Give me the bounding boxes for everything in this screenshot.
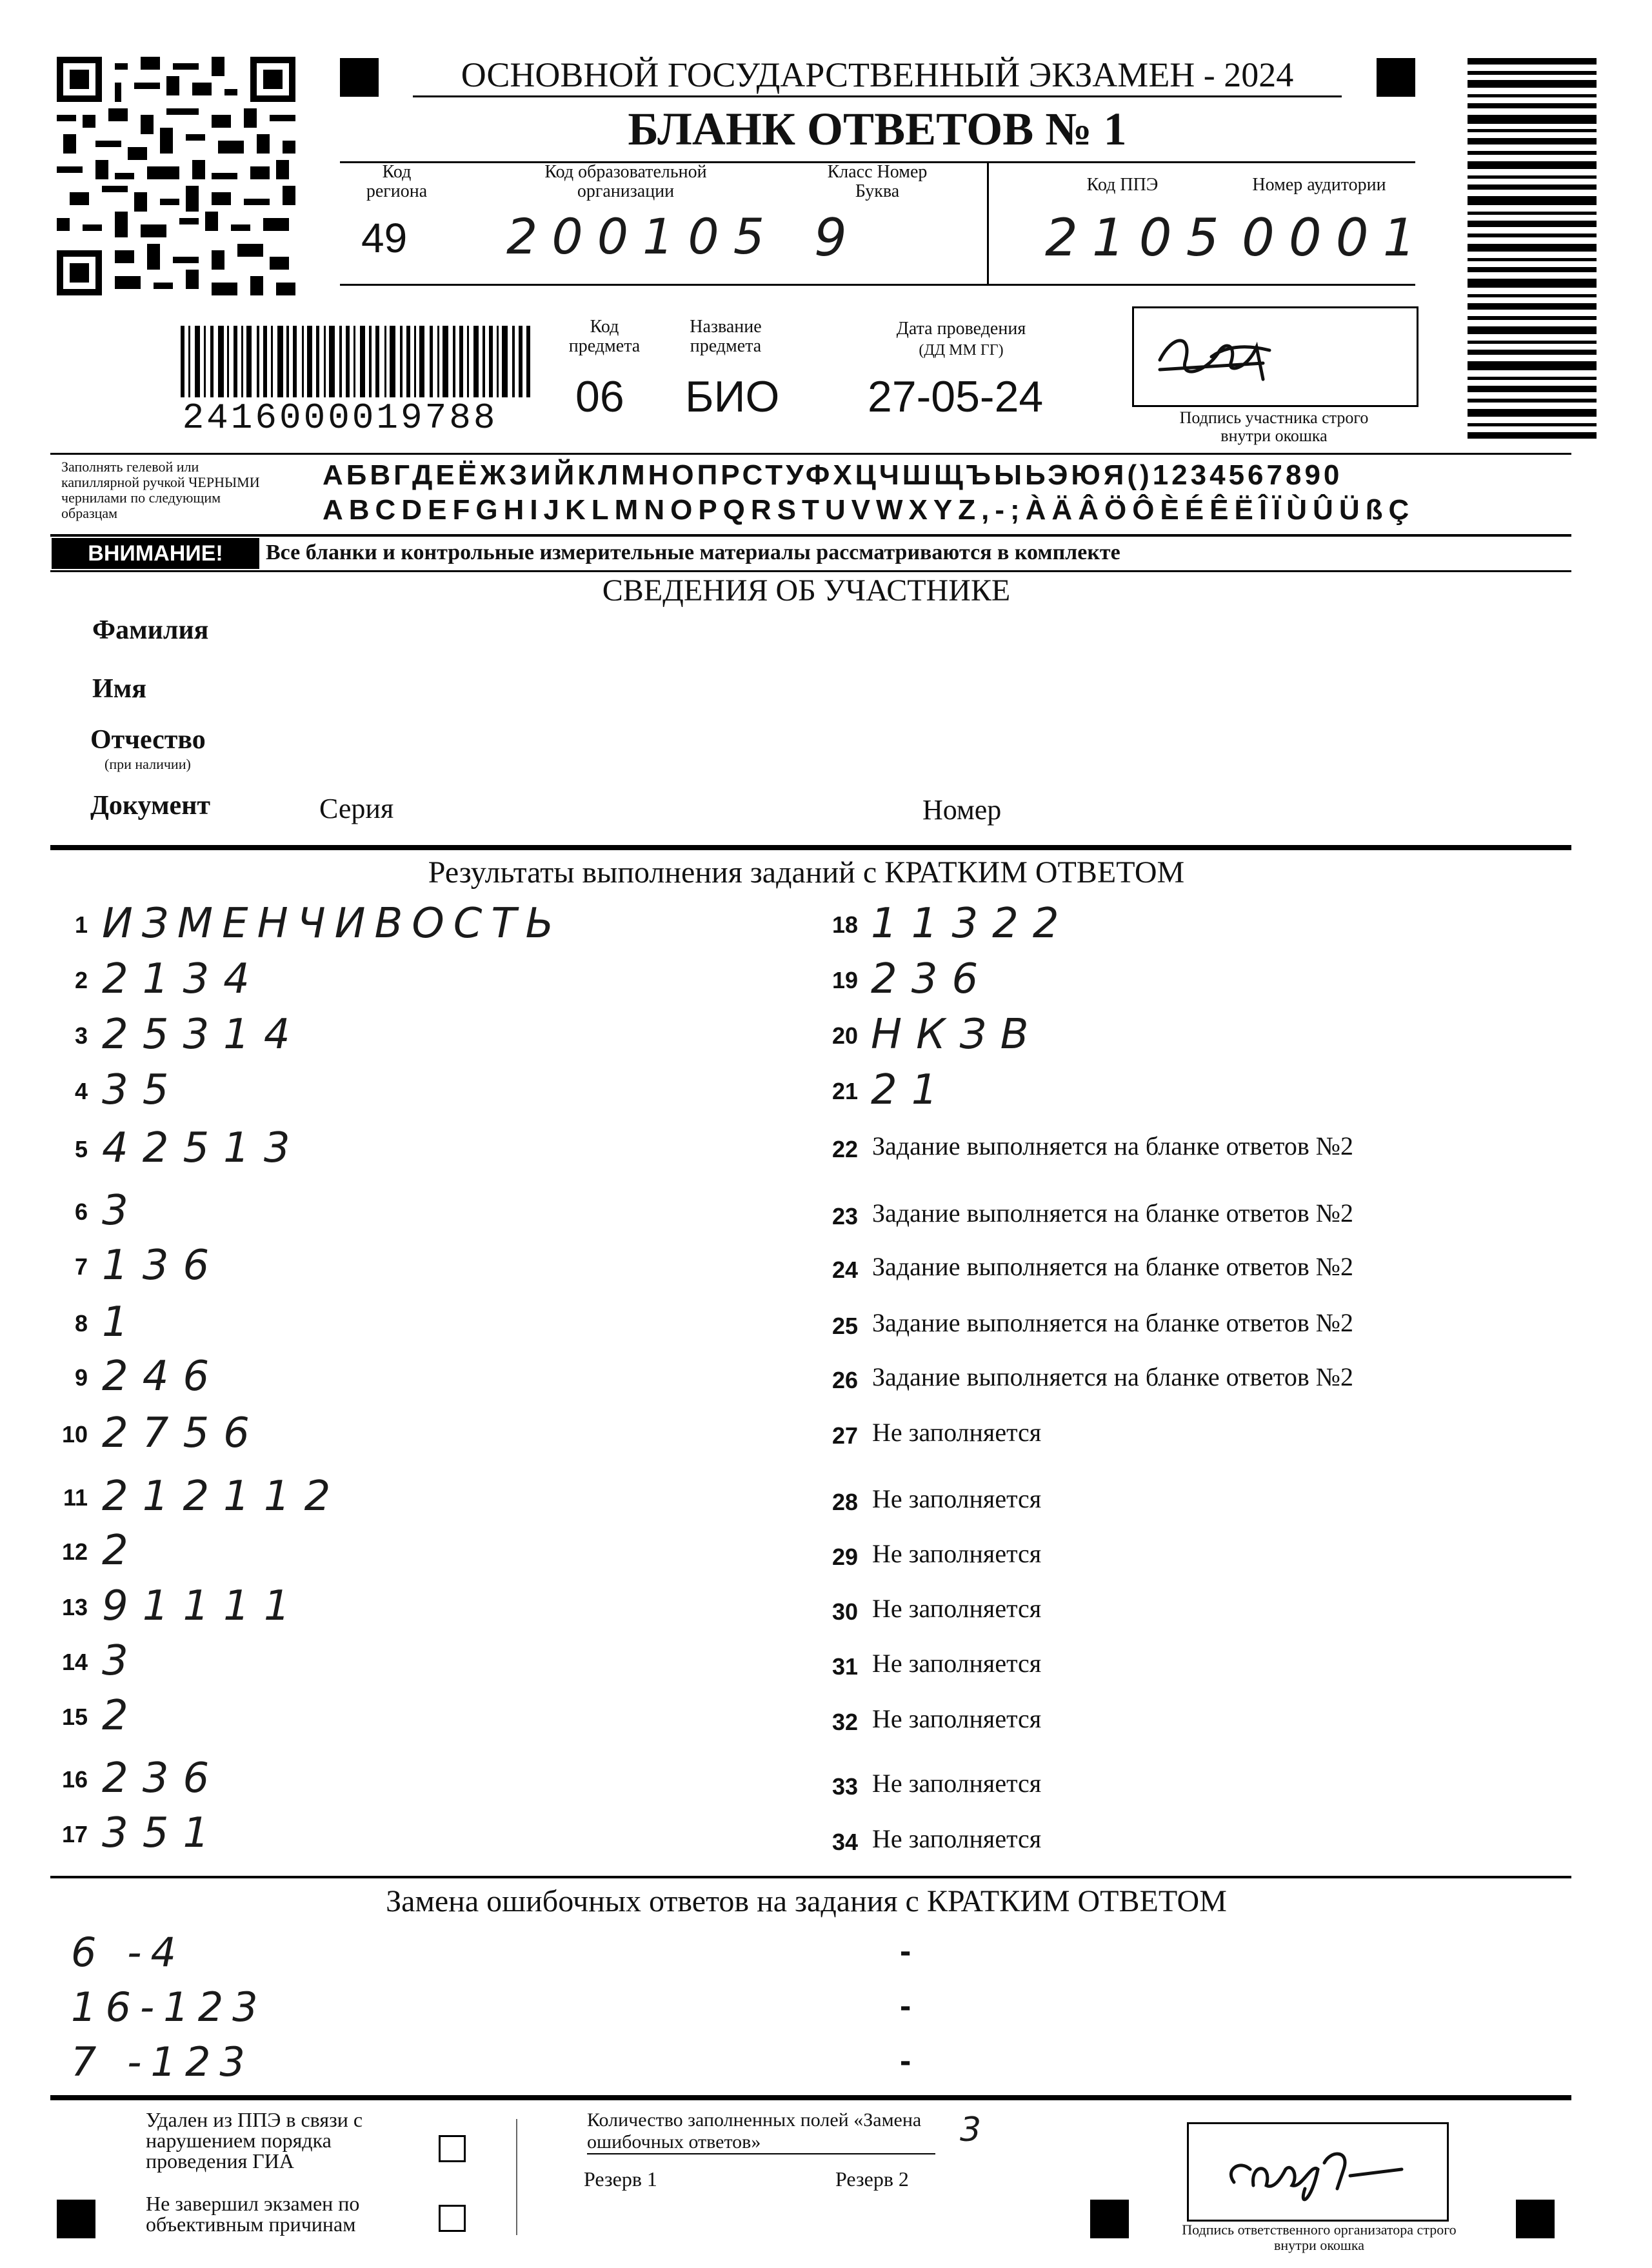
answer-value[interactable]: 2 [102,1692,143,1740]
marker-square-top-right [1377,58,1415,97]
answer-number: 19 [831,967,858,993]
replacement-right-2[interactable]: - [900,1987,911,2025]
name-label: Имя [92,674,146,704]
date-value: 27-05-24 [868,372,1044,421]
answer-value[interactable]: 91111 [102,1582,304,1630]
answer-value[interactable]: ИЗМЕНЧИВОСТЬ [102,900,563,948]
ppe-value: 2105 [1045,208,1233,268]
participant-signature-box[interactable] [1132,306,1418,407]
patronymic-label: Отчество [90,725,206,755]
main-barcode [174,326,535,403]
participant-signature-caption: Подпись участника строго внутри окошка [1179,408,1369,445]
count-value[interactable]: 3 [960,2111,996,2149]
class-label: Класс Номер Буква [827,162,928,201]
warning-top-rule [50,534,1571,537]
answer-note: Не заполняется [872,1594,1042,1623]
answer-number: 4 [74,1078,88,1104]
answer-number: 33 [831,1773,858,1800]
answer-number: 22 [831,1136,858,1162]
not-finished-label: Не завершил экзамен по объективным причинам [146,2192,360,2236]
replacement-left-3[interactable]: 7 -123 [71,2038,254,2085]
answer-note: Задание выполняется на бланке ответов №2 [872,1199,1353,1228]
marker-square-bottom-middle [1090,2200,1129,2238]
answer-number: 24 [831,1257,858,1283]
org-label: Код образовательной организации [544,162,707,201]
answer-note: Не заполняется [872,1539,1042,1568]
removed-label: Удален из ППЭ в связи с нарушением порядка проведения ГИА [146,2108,363,2173]
document-label: Документ [90,791,211,821]
answer-value[interactable]: 212112 [102,1473,345,1520]
ppe-label: Код ППЭ [1086,175,1159,195]
sample-latin: ABCDEFGHIJKLMNOPQRSTUVWXYZ,-;ÀÄÂÖÔÈÉÊËÎÏÙÛÜßÇ [323,494,1415,526]
footer-top-rule [50,2095,1571,2100]
patronymic-note: (при наличии) [104,756,191,772]
answer-value[interactable]: 351 [102,1809,224,1857]
not-finished-checkbox[interactable] [439,2205,466,2232]
participant-signature [1134,308,1417,405]
answer-note: Не заполняется [872,1769,1042,1798]
codes-divider [987,161,989,285]
subject-name-value: БИО [685,372,780,421]
answer-note: Задание выполняется на бланке ответов №2 [872,1308,1353,1337]
answer-value[interactable]: НКЗВ [871,1011,1043,1059]
series-label: Серия [319,793,394,824]
answer-number: 26 [831,1367,858,1393]
answer-value[interactable]: 11322 [871,900,1073,948]
answer-number: 2 [74,967,88,993]
org-value: 200105 [506,208,779,265]
answer-number: 9 [74,1364,88,1391]
subject-code-value: 06 [575,372,624,421]
side-barcode [1468,58,1597,445]
answer-number: 12 [62,1538,88,1565]
replacement-title: Замена ошибочных ответов на задания с КРАТКИМ ОТВЕТОМ [386,1884,1227,1918]
answer-number: 14 [62,1649,88,1675]
answer-number: 6 [74,1199,88,1225]
replacement-left-2[interactable]: 16-123 [71,1984,267,2031]
answer-note: Не заполняется [872,1418,1042,1447]
answer-value[interactable]: 2 [102,1527,143,1575]
answer-number: 34 [831,1829,858,1855]
barcode-number: 2416000019788 [150,397,530,439]
answer-note: Не заполняется [872,1484,1042,1513]
answer-number: 5 [74,1136,88,1162]
surname-label: Фамилия [92,615,209,645]
answer-number: 16 [62,1766,88,1793]
reserve-2: Резерв 2 [835,2167,909,2191]
answer-number: 13 [62,1594,88,1620]
answer-value[interactable]: 246 [102,1353,224,1400]
answer-note: Не заполняется [872,1649,1042,1678]
answer-number: 28 [831,1489,858,1515]
answer-number: 3 [74,1022,88,1049]
marker-square-top-left [340,58,379,97]
answer-value[interactable]: 21 [871,1066,952,1114]
answer-number: 10 [62,1421,88,1447]
class-value: 9 [814,208,861,268]
answer-value[interactable]: 25314 [102,1011,304,1059]
answer-value[interactable]: 1 [102,1298,143,1346]
answer-value[interactable]: 2756 [102,1409,264,1457]
replacement-top-rule [50,1876,1571,1878]
answers-right-list [806,900,1574,1867]
organizer-signature [1189,2124,1447,2220]
answer-value[interactable]: 35 [102,1066,183,1114]
sample-cyrillic: АБВГДЕЁЖЗИЙКЛМНОПРСТУФХЦЧШЩЪЫЬЭЮЯ()1234567890 [323,459,1343,491]
answer-value[interactable]: 136 [102,1242,224,1289]
answer-number: 32 [831,1709,858,1735]
reserve-1: Резерв 1 [584,2167,657,2191]
replacement-left-1[interactable]: 6 -4 [71,1929,185,1976]
subject-name-label: Название предмета [690,317,762,356]
answer-number: 15 [62,1704,88,1730]
warning-bottom-rule [50,570,1571,572]
answer-number: 23 [831,1203,858,1229]
date-label: Дата проведения [896,319,1026,339]
marker-square-bottom-right [1516,2200,1555,2238]
answer-note: Задание выполняется на бланке ответов №2 [872,1131,1353,1160]
answer-value[interactable]: 236 [102,1755,224,1802]
answer-number: 25 [831,1313,858,1339]
answer-value[interactable]: 2134 [102,955,264,1003]
answer-value[interactable]: 42513 [102,1124,304,1172]
replacement-right-1[interactable]: - [900,1933,911,1970]
answer-number: 7 [74,1253,88,1280]
count-label: Количество заполненных полей «Замена ошибочных ответов» [587,2109,935,2154]
organizer-signature-box[interactable] [1187,2122,1449,2222]
answers-title: Результаты выполнения заданий с КРАТКИМ ОТВЕТОМ [428,855,1185,890]
answer-note: Не заполняется [872,1824,1042,1853]
organizer-signature-caption: Подпись ответственного организатора строго внутри окошка [1182,2222,1457,2253]
qr-code [57,57,295,295]
answer-number: 29 [831,1544,858,1570]
answer-number: 30 [831,1598,858,1625]
answer-number: 18 [831,911,858,938]
answer-number: 11 [63,1484,88,1511]
answer-value[interactable]: 236 [871,955,993,1003]
samples-instruction: Заполнять гелевой или капиллярной ручкой ЧЕРНЫМИ чернилами по следующим образцам [61,459,260,521]
exam-title: ОСНОВНОЙ ГОСУДАРСТВЕННЫЙ ЭКЗАМЕН - 2024 [413,54,1342,97]
answer-note: Не заполняется [872,1704,1042,1733]
answer-value[interactable]: 3 [102,1637,143,1685]
answer-number: 20 [831,1022,858,1049]
answer-number: 17 [62,1821,88,1847]
codes-bottom-rule [340,284,1415,286]
date-format: (ДД ММ ГГ) [919,342,1004,359]
subject-code-label: Код предмета [568,317,641,356]
answer-note: Задание выполняется на бланке ответов №2 [872,1252,1353,1281]
answer-value[interactable]: 3 [102,1187,143,1235]
answer-number: 27 [831,1422,858,1449]
form-title: БЛАНК ОТВЕТОВ № 1 [628,103,1127,155]
answer-number: 8 [74,1310,88,1337]
marker-square-bottom-left [57,2200,95,2238]
warning-badge: ВНИМАНИЕ! [52,538,259,569]
number-label: Номер [922,794,1002,826]
replacement-right-3[interactable]: - [900,2042,911,2080]
answer-number: 1 [74,911,88,938]
footer-divider [516,2119,517,2235]
removed-checkbox[interactable] [439,2135,466,2162]
answers-left-list [52,900,761,1867]
warning-text: Все бланки и контрольные измерительные материалы рассматриваются в комплекте [266,541,1120,564]
participant-section-title: СВЕДЕНИЯ ОБ УЧАСТНИКЕ [602,573,1011,608]
samples-top-rule [50,453,1571,455]
region-label: Код региона [366,162,428,201]
room-label: Номер аудитории [1252,175,1386,195]
answer-number: 21 [831,1078,858,1104]
participant-bottom-rule [50,845,1571,850]
room-value: 0001 [1242,208,1430,268]
region-value: 49 [361,215,408,261]
answer-note: Задание выполняется на бланке ответов №2 [872,1362,1353,1391]
answer-number: 31 [831,1653,858,1680]
